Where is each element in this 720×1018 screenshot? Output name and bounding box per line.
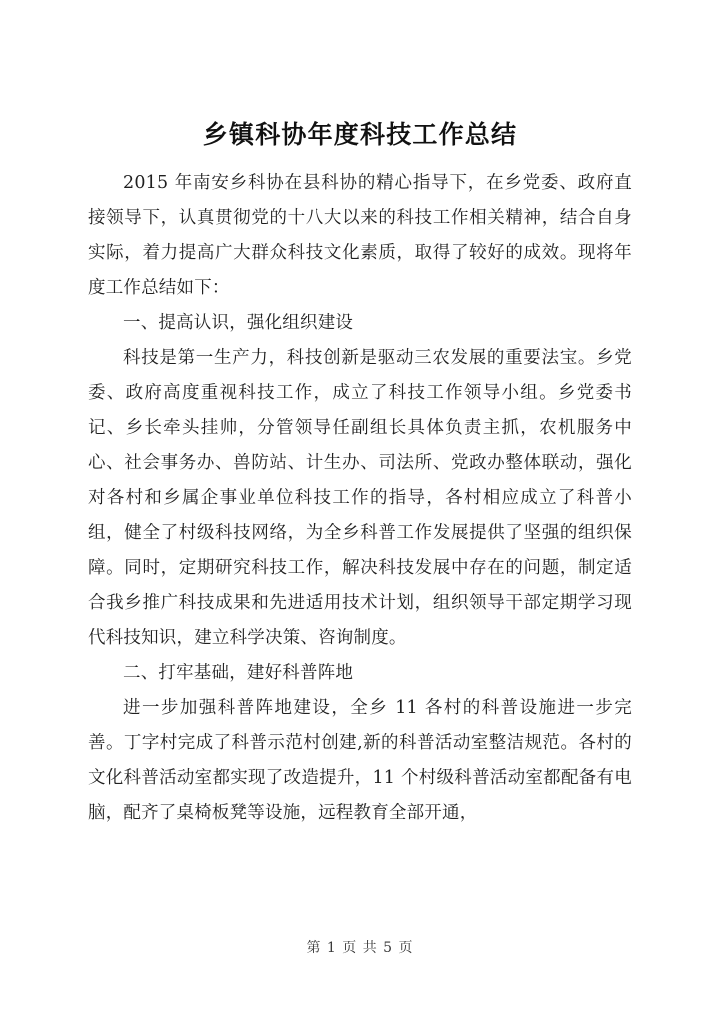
paragraph-intro: 2015 年南安乡科协在县科协的精心指导下，在乡党委、政府直接领导下，认真贯彻党的十八大以来的科技工作相关精神，结合自身实际，着力提高广大群众科技文化素质，取得了较好的成效。现将年度工作总结如下： — [88, 173, 632, 298]
paragraph-section-one-body: 科技是第一生产力，科技创新是驱动三农发展的重要法宝。乡党委、政府高度重视科技工作，成立了科技工作领导小组。乡党委书记、乡长牵头挂帅，分管领导任副组长具体负责主抓，农机服务中心、社会事务办、兽防站、计生办、司法所、党政办整体联动，强化对各村和乡属企事业单位科技工作的指导，各村相应成立了科普小组，健全了村级科技网络，为全乡科普工作发展提供了坚强的组织保障。同时，定期研究科技工作，解决科技发展中存在的问题，制定适合我乡推广科技成果和先进适用技术计划，组织领导干部定期学习现代科技知识，建立科学决策、咨询制度。 — [88, 348, 632, 648]
page-title: 乡镇科协年度科技工作总结 — [202, 120, 518, 149]
section-heading-one: 一、提高认识，强化组织建设 — [123, 313, 354, 333]
page-footer: 第 1 页 共 5 页 — [306, 940, 414, 956]
section-heading-two: 二、打牢基础，建好科普阵地 — [123, 663, 354, 683]
paragraph-section-two-body: 进一步加强科普阵地建设，全乡 11 各村的科普设施进一步完善。丁字村完成了科普示范村创建,新的科普活动室整洁规范。各村的文化科普活动室都实现了改造提升，11 个村级科普活动室都配备有电脑，配齐了桌椅板凳等设施，远程教育全部开通， — [88, 698, 632, 823]
document-body — [88, 118, 632, 831]
